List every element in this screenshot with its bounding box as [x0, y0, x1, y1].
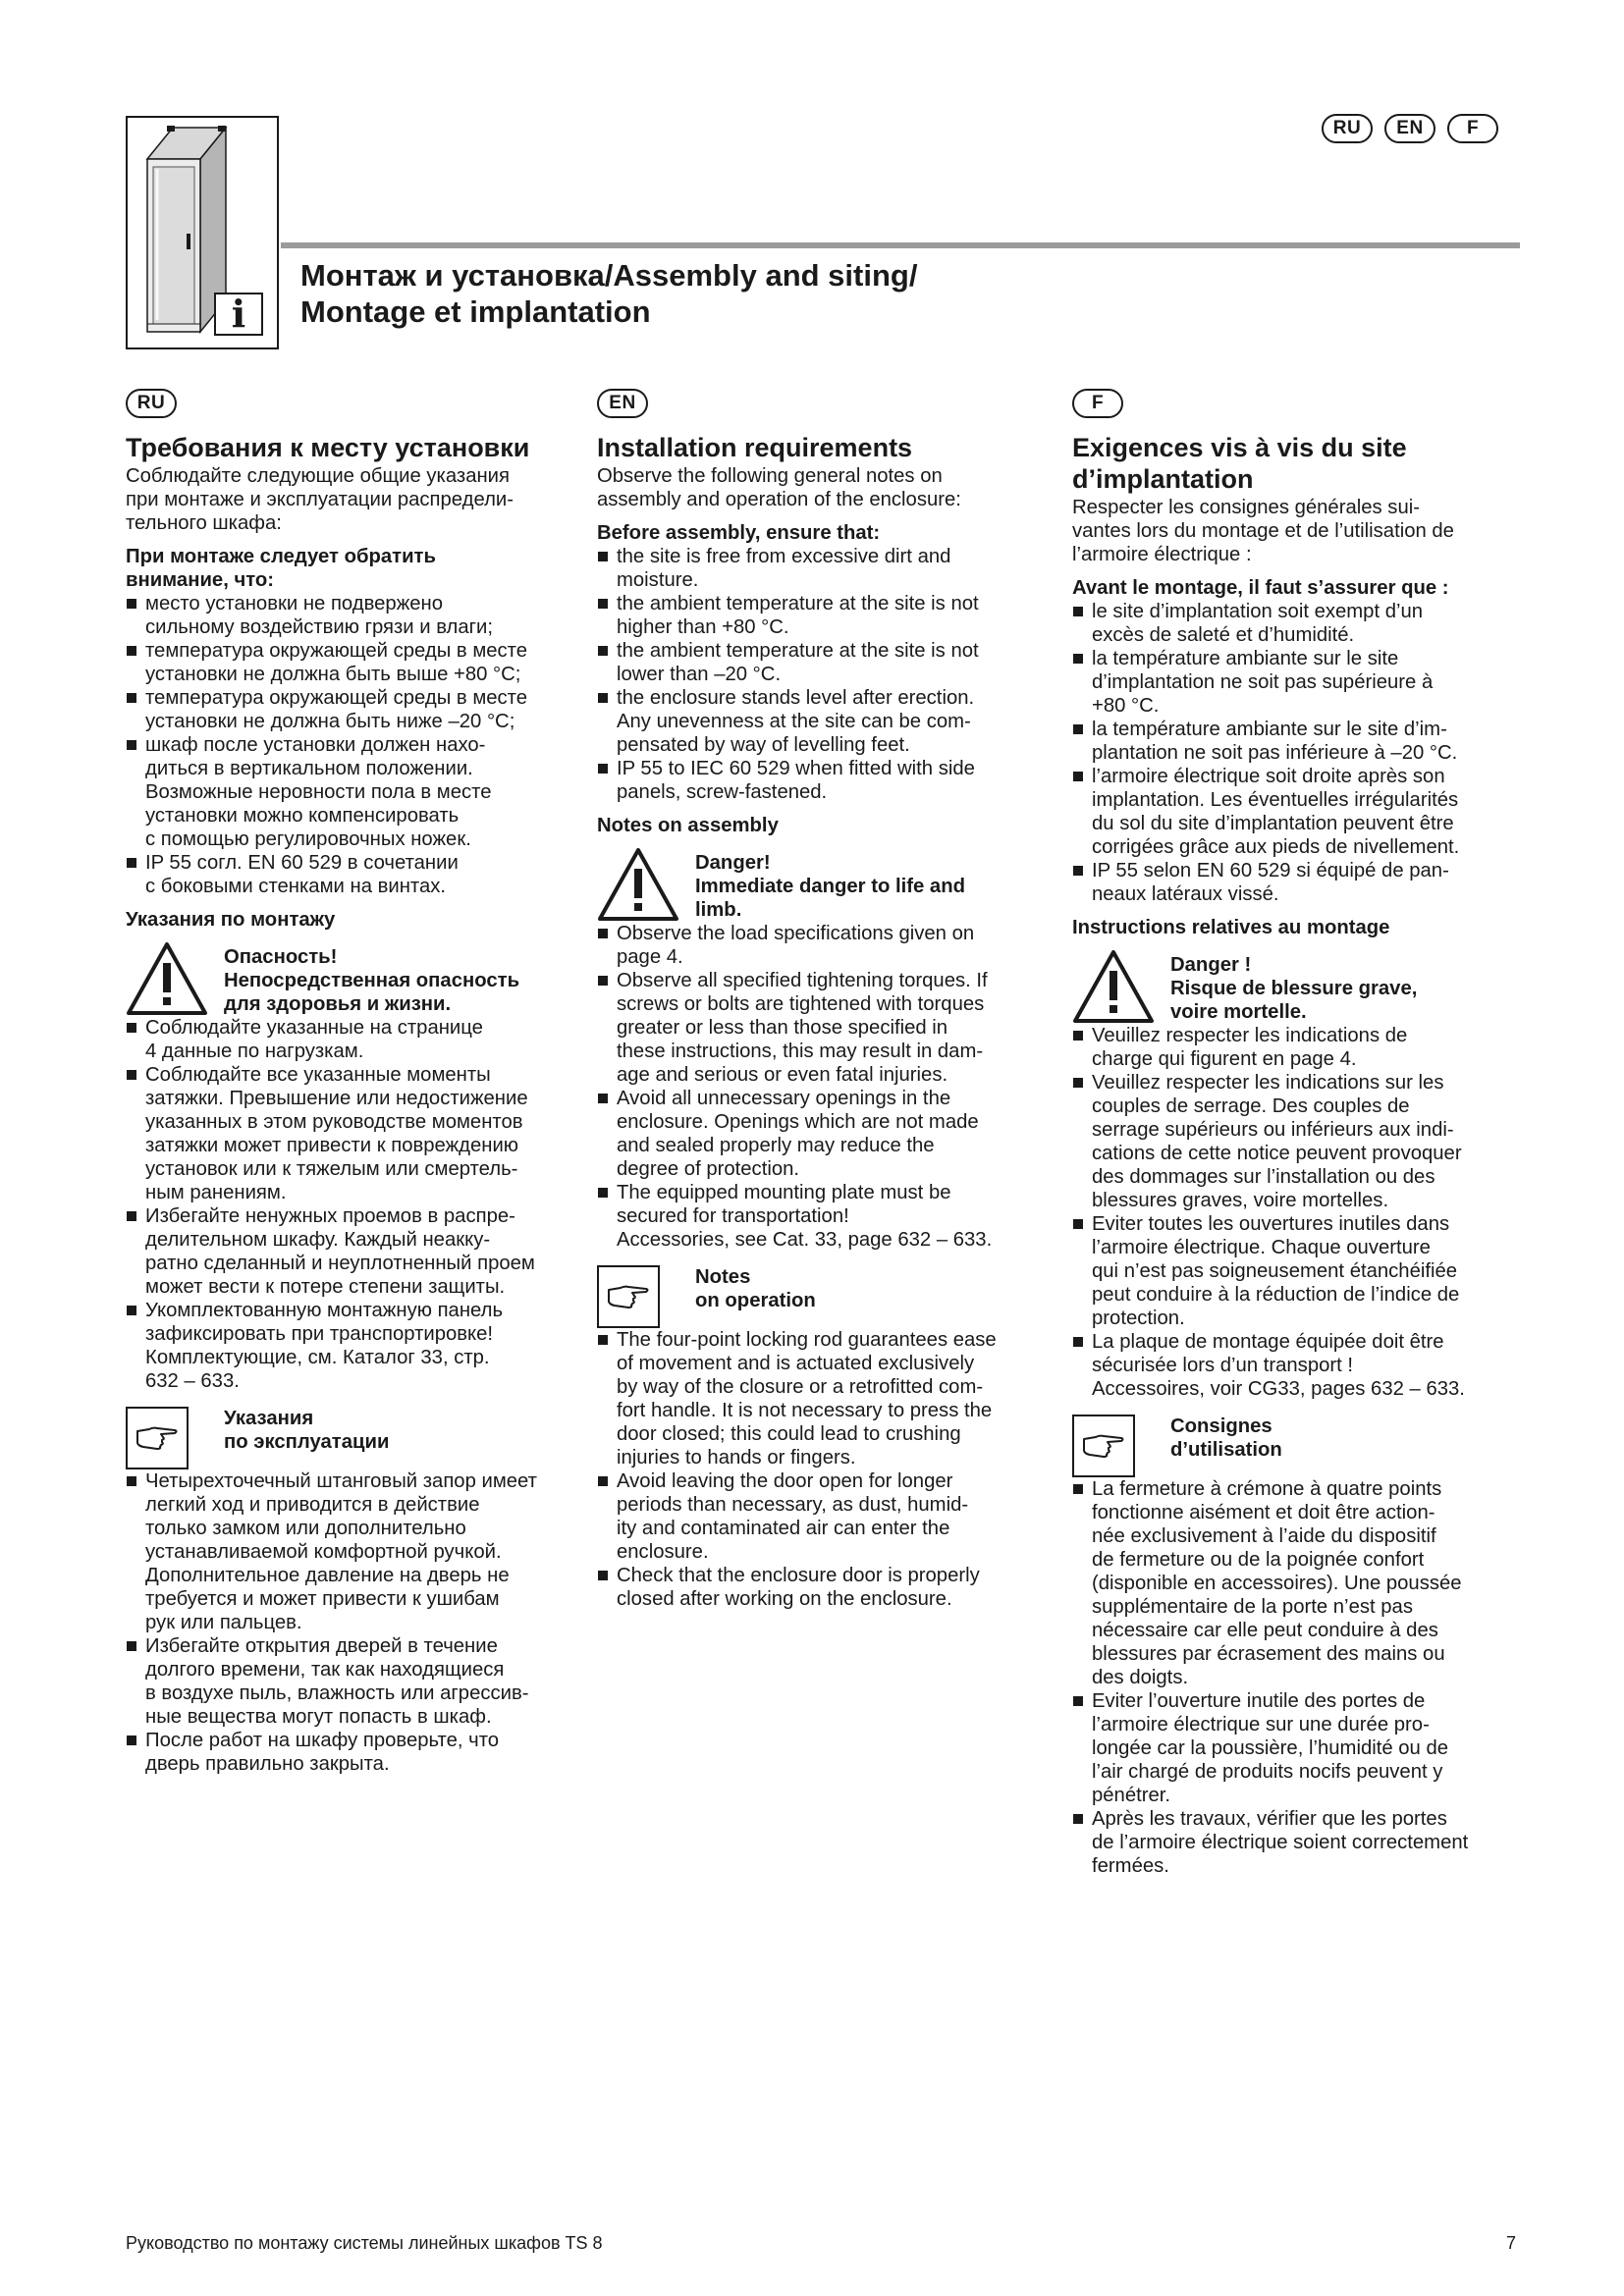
checklist-label: При монтаже следует обратить внимание, что: — [126, 546, 436, 591]
intro-text: Соблюдайте следующие общие указания при монтаже и эксплуатации распредели- тельного шкафа: — [126, 465, 514, 534]
checklist-label: Before assembly, ensure that: — [597, 522, 881, 544]
list-item: Veuillez respecter les indications sur les couples de serrage. Des couples de serrage supérieurs ou inférieurs aux indi- cations de cette notice peuvent provoquer des dommages sur l’installation ou des blessures graves, voire mortelles. — [1072, 1071, 1520, 1212]
cabinet-illustration — [126, 116, 279, 349]
list-item: the enclosure stands level after erection. Any unevenness at the site can be com- pensated by way of levelling feet. — [597, 686, 1045, 757]
list-item: IP 55 selon EN 60 529 si équipé de pan- neaux latéraux vissé. — [1072, 859, 1520, 906]
operation-list — [597, 1328, 1045, 1611]
requirements-list — [126, 592, 573, 898]
list-item: Avoid leaving the door open for longer periods than necessary, as dust, humid- ity and contaminated air can enter the enclosure. — [597, 1469, 1045, 1564]
danger-notice — [597, 847, 1045, 922]
list-item: the ambient temperature at the site is not higher than +80 °C. — [597, 592, 1045, 639]
operation-list — [1072, 1477, 1520, 1878]
notes-label: Notes on operation — [695, 1266, 816, 1311]
list-item: the ambient temperature at the site is not lower than –20 °C. — [597, 639, 1045, 686]
list-item: l’armoire électrique soit droite après son implantation. Les éventuelles irrégularités du sol du site d’implantation peuvent être corrigées grâce aux pieds de nivellement. — [1072, 765, 1520, 859]
warning-triangle-icon — [597, 847, 679, 922]
list-item: la température ambiante sur le site d’implantation ne soit pas supérieure à +80 °C. — [1072, 647, 1520, 718]
operation-notice — [597, 1265, 1045, 1328]
list-item: Check that the enclosure door is properly closed after working on the enclosure. — [597, 1564, 1045, 1611]
lang-badge-fr-section: F — [1072, 389, 1123, 418]
pointing-hand-icon — [1082, 1433, 1125, 1459]
section-heading: Требования к месту установки — [126, 433, 530, 462]
lang-badge-ru-section: RU — [126, 389, 177, 418]
list-item: Après les travaux, vérifier que les portes de l’armoire électrique soient correctement fermées. — [1072, 1807, 1520, 1878]
page-number: 7 — [1505, 2233, 1516, 2253]
list-item: Соблюдайте указанные на странице 4 данные по нагрузкам. — [126, 1016, 573, 1063]
list-item: Eviter toutes les ouvertures inutiles dans l’armoire électrique. Chaque ouverture qui n’est pas soigneusement étanchéifiée peut conduire à la réduction de l’indice de protection. — [1072, 1212, 1520, 1330]
footer-text: Руководство по монтажу системы линейных шкафов TS 8 — [126, 2233, 603, 2253]
info-icon: i — [214, 293, 263, 336]
list-item: the site is free from excessive dirt and moisture. — [597, 545, 1045, 592]
requirements-list — [597, 545, 1045, 804]
operation-notice — [1072, 1415, 1520, 1477]
danger-text: Danger ! Risque de blessure grave, voire mortelle. — [1170, 954, 1418, 1023]
warning-triangle-icon — [126, 941, 208, 1016]
language-badges — [1322, 114, 1498, 143]
lang-badge-fr: F — [1447, 114, 1498, 143]
warning-triangle-icon — [1072, 949, 1155, 1024]
list-item: место установки не подвержено сильному воздействию грязи и влаги; — [126, 592, 573, 639]
pointing-hand-icon — [607, 1284, 650, 1309]
list-item: Eviter l’ouverture inutile des portes de l’armoire électrique sur une durée pro- longée car la poussière, l’humidité ou de l’air chargé de produits nocifs peuvent y pénétrer. — [1072, 1689, 1520, 1807]
assembly-heading: Notes on assembly — [597, 815, 779, 836]
list-item: La plaque de montage équipée doit être sécurisée lors d’un transport ! Accessoires, voir CG33, pages 632 – 633. — [1072, 1330, 1520, 1401]
danger-text: Danger! Immediate danger to life and limb. — [695, 852, 965, 921]
checklist-label: Avant le montage, il faut s’assurer que : — [1072, 577, 1449, 599]
pointing-hand-icon-box — [126, 1407, 189, 1469]
pointing-hand-icon-box — [597, 1265, 660, 1328]
assembly-list — [1072, 1024, 1520, 1401]
list-item: Избегайте ненужных проемов в распре- делительном шкафу. Каждый неакку- ратно сделанный и неуплотненный проем может вести к потере степени защиты. — [126, 1204, 573, 1299]
lang-badge-en: EN — [1384, 114, 1435, 143]
operation-notice — [126, 1407, 573, 1469]
list-item: температура окружающей среды в месте установки не должна быть выше +80 °C; — [126, 639, 573, 686]
pointing-hand-icon-box — [1072, 1415, 1135, 1477]
lang-badge-ru: RU — [1322, 114, 1373, 143]
lang-badge-en-section: EN — [597, 389, 648, 418]
notes-label: Consignes d’utilisation — [1170, 1415, 1282, 1461]
list-item: Observe the load specifications given on page 4. — [597, 922, 1045, 969]
assembly-list — [597, 922, 1045, 1252]
column-fr — [1072, 389, 1520, 1878]
requirements-list — [1072, 600, 1520, 906]
page-title: Монтаж и установка/Assembly and siting/ Montage et implantation — [300, 258, 918, 329]
list-item: После работ на шкафу проверьте, что дверь правильно закрыта. — [126, 1729, 573, 1776]
assembly-heading: Указания по монтажу — [126, 909, 336, 931]
pointing-hand-icon — [135, 1425, 179, 1451]
assembly-heading: Instructions relatives au montage — [1072, 917, 1390, 938]
list-item: Avoid all unnecessary openings in the enclosure. Openings which are not made and sealed properly may reduce the degree of protection. — [597, 1087, 1045, 1181]
list-item: IP 55 to IEC 60 529 when fitted with side panels, screw-fastened. — [597, 757, 1045, 804]
notes-label: Указания по эксплуатации — [224, 1408, 390, 1453]
list-item: температура окружающей среды в месте установки не должна быть ниже –20 °C; — [126, 686, 573, 733]
list-item: la température ambiante sur le site d’im- plantation ne soit pas inférieure à –20 °C. — [1072, 718, 1520, 765]
operation-list — [126, 1469, 573, 1776]
list-item: IP 55 согл. EN 60 529 в сочетании с боковыми стенками на винтах. — [126, 851, 573, 898]
section-heading: Exigences vis à vis du site d’implantation — [1072, 433, 1407, 494]
list-item: Observe all specified tightening torques. If screws or bolts are tightened with torques greater or less than those specified in these instructions, this may result in dam- age and serious or even fatal injuries. — [597, 969, 1045, 1087]
column-en — [597, 389, 1045, 1611]
list-item: The four-point locking rod guarantees ease of movement and is actuated exclusively by way of the closure or a retrofitted com- fort handle. It is not necessary to press the door closed; this could lead to crushing injuries to hands or fingers. — [597, 1328, 1045, 1469]
list-item: La fermeture à crémone à quatre points fonctionne aisément et doit être action- née exclusivement à l’aide du dispositif de fermeture ou de la poignée confort (disponible en accessoires). Une poussée supplémentaire de la porte n’est pas nécessaire car elle peut conduire à des blessures par écrasement des mains ou des doigts. — [1072, 1477, 1520, 1689]
intro-text: Respecter les consignes générales sui- vantes lors du montage et de l’utilisation de l’armoire électrique : — [1072, 497, 1454, 565]
list-item: le site d’implantation soit exempt d’un excès de saleté et d’humidité. — [1072, 600, 1520, 647]
header-rule — [281, 242, 1520, 248]
intro-text: Observe the following general notes on assembly and operation of the enclosure: — [597, 465, 961, 510]
list-item: The equipped mounting plate must be secured for transportation! Accessories, see Cat. 33, page 632 – 633. — [597, 1181, 1045, 1252]
danger-notice — [126, 941, 573, 1016]
list-item: Четырехточечный штанговый запор имеет легкий ход и приводится в действие только замком или дополнительно устанавливаемой комфортной ручкой. Дополнительное давление на дверь не требуется и может привести к ушибам рук или пальцев. — [126, 1469, 573, 1634]
section-heading: Installation requirements — [597, 433, 913, 462]
list-item: Veuillez respecter les indications de charge qui figurent en page 4. — [1072, 1024, 1520, 1071]
danger-text: Опасность! Непосредственная опасность для здоровья и жизни. — [224, 946, 520, 1015]
column-ru — [126, 389, 573, 1776]
danger-notice — [1072, 949, 1520, 1024]
list-item: Укомплектованную монтажную панель зафиксировать при транспортировке! Комплектующие, см. Каталог 33, стр. 632 – 633. — [126, 1299, 573, 1393]
list-item: шкаф после установки должен нахо- диться в вертикальном положении. Возможные неровности пола в месте установки можно компенсировать с помощью регулировочных ножек. — [126, 733, 573, 851]
list-item: Соблюдайте все указанные моменты затяжки. Превышение или недостижение указанных в этом руководстве моментов затяжки может привести к повреждению установок или к тяжелым или смертель- ным ранениям. — [126, 1063, 573, 1204]
list-item: Избегайте открытия дверей в течение долгого времени, так как находящиеся в воздухе пыль, влажность или агрессив- ные вещества могут попасть в шкаф. — [126, 1634, 573, 1729]
assembly-list — [126, 1016, 573, 1393]
